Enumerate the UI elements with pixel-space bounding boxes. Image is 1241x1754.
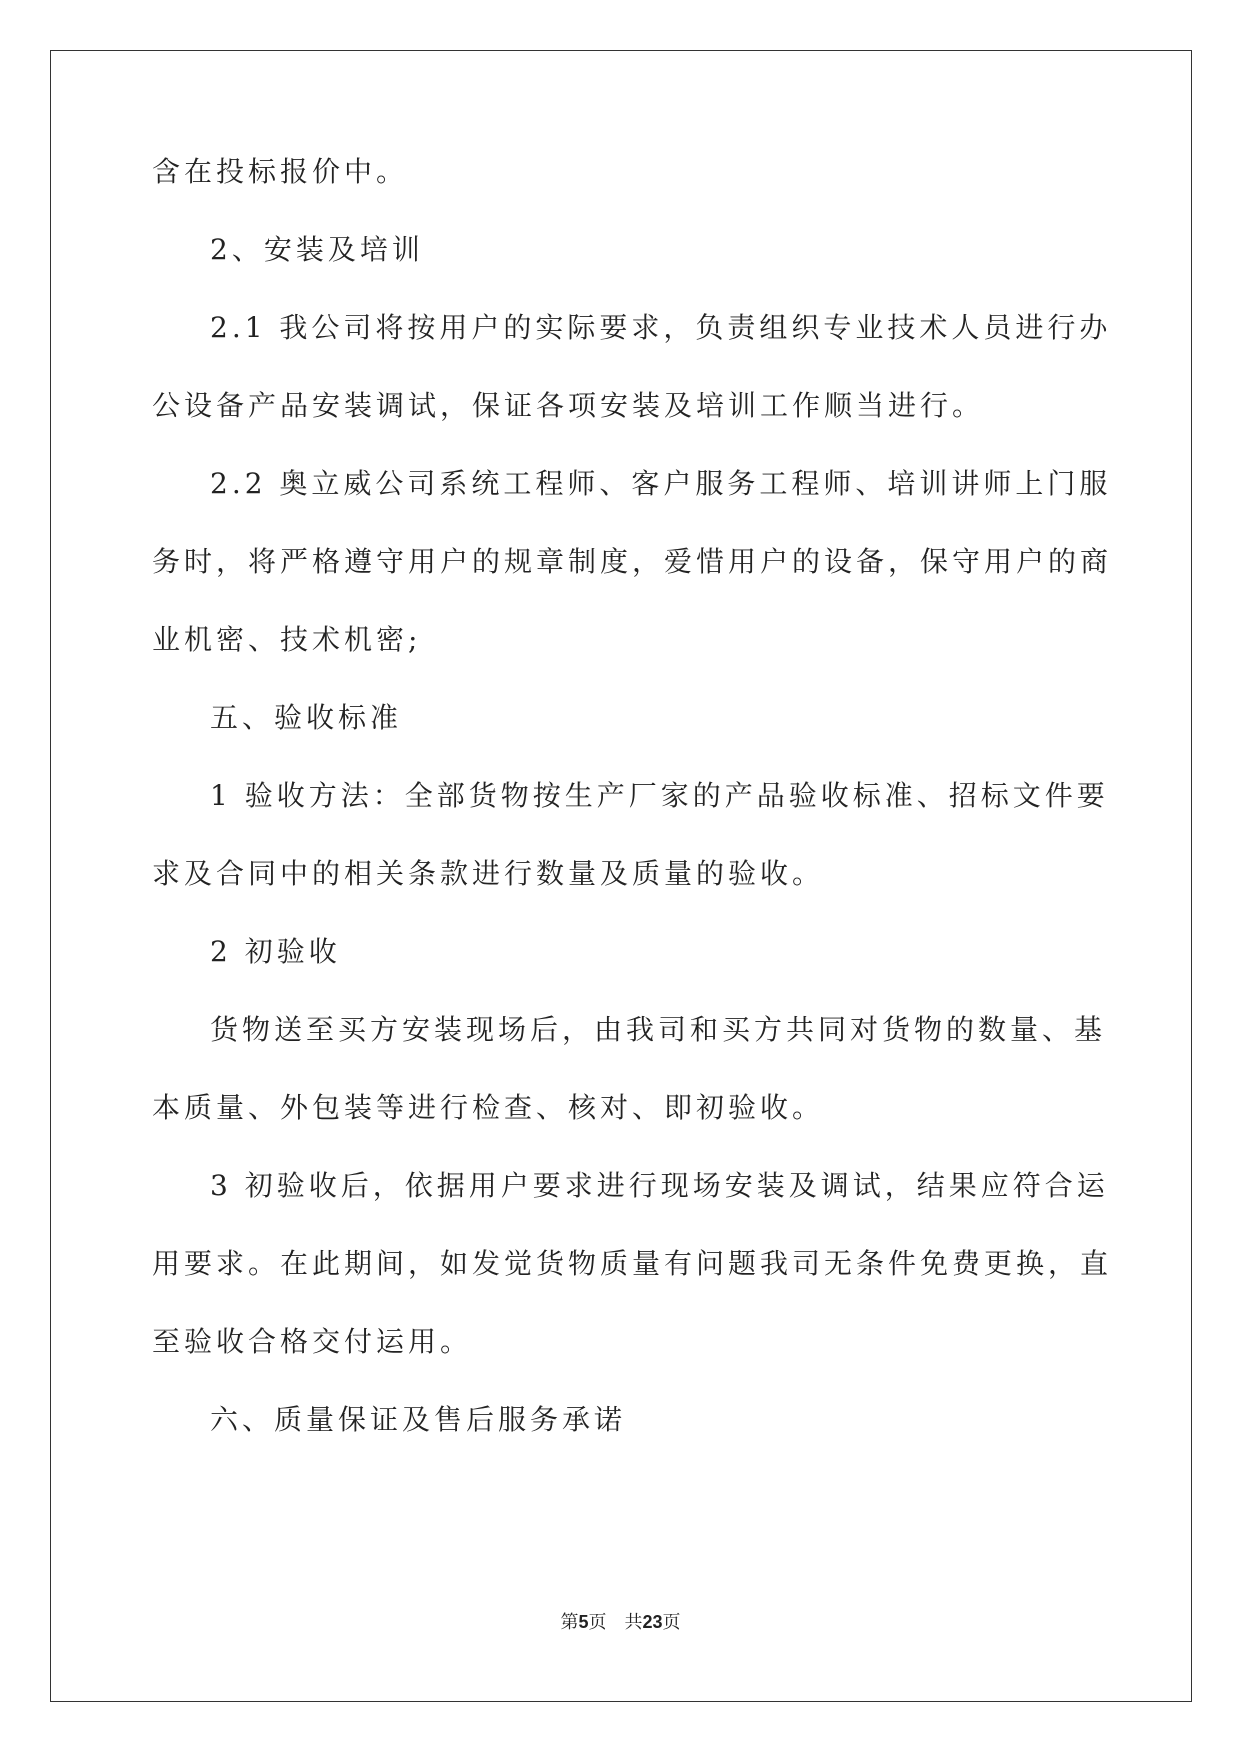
paragraph-continuation: 含在投标报价中。 xyxy=(152,155,409,188)
paragraph-after-initial-acceptance: 3 初验收后，依据用户要求进行现场安装及调试，结果应符合运 用要求。在此期间，如发觉货物质量有问题我司无条件免费更换，直 至验收合格交付运用。 xyxy=(152,1169,1113,1358)
heading-quality-service: 六、质量保证及售后服务承诺 xyxy=(210,1403,627,1436)
paragraph-initial-acceptance: 货物送至买方安装现场后，由我司和买方共同对货物的数量、基 本质量、外包装等进行检查、核对、即初验收。 xyxy=(152,1013,1107,1124)
heading-install-training: 2、安装及培训 xyxy=(210,233,424,266)
heading-acceptance-standard: 五、验收标准 xyxy=(210,701,403,734)
paragraph-2-1: 2.1 我公司将按用户的实际要求，负责组织专业技术人员进行办 公设备产品安装调试，保证各项安装及培训工作顺当进行。 xyxy=(152,311,1112,422)
heading-initial-acceptance: 2 初验收 xyxy=(210,935,341,968)
page-number-footer: 第5页 共23页 xyxy=(560,1612,681,1633)
paragraph-acceptance-method: 1 验收方法：全部货物按生产厂家的产品验收标准、招标文件要 求及合同中的相关条款进行数量及质量的验收。 xyxy=(152,779,1109,890)
paragraph-2-2: 2.2 奥立威公司系统工程师、客户服务工程师、培训讲师上门服 务时，将严格遵守用户的规章制度，爱惜用户的设备，保守用户的商 业机密、技术机密; xyxy=(152,467,1113,656)
